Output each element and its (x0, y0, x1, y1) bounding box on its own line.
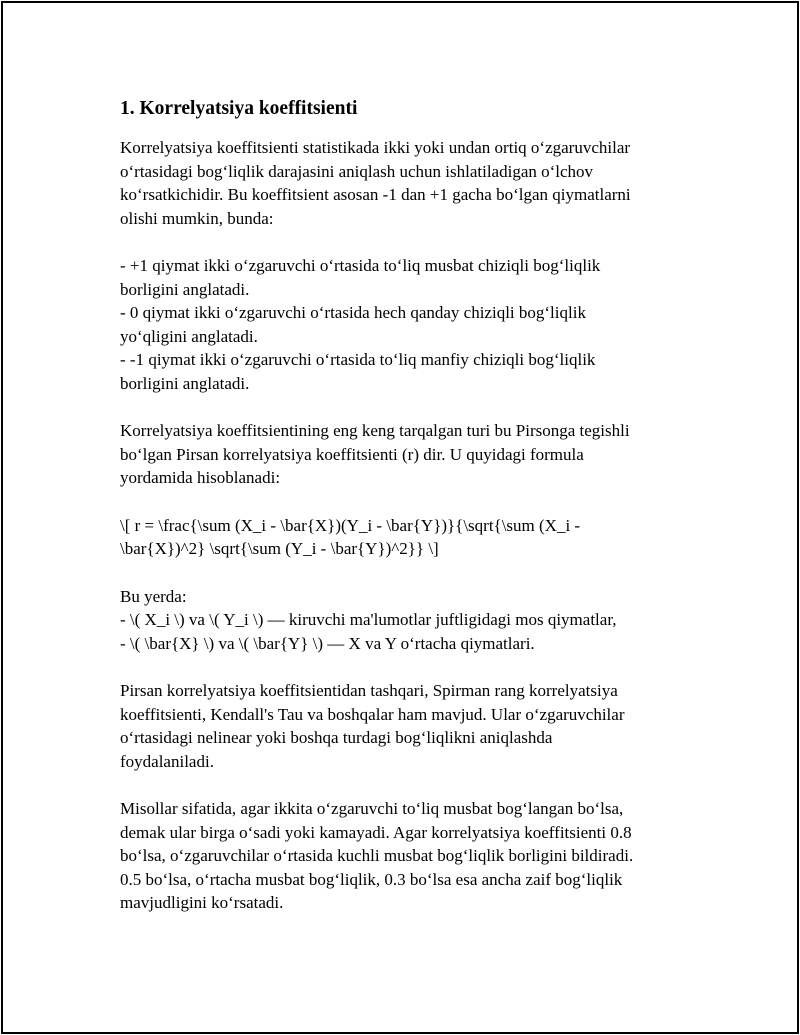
examples-paragraph (120, 797, 680, 915)
text-line: - \( X_i \) va \( Y_i \) — kiruvchi ma'lumotlar juftligidagi mos qiymatlar, (120, 610, 617, 629)
text-line: o‘rtasidagi bog‘liqlik darajasini aniqlash uchun ishlatiladigan o‘lchov (120, 161, 594, 181)
text-line: Pirsan korrelyatsiya koeffitsientidan tashqari, Spirman rang korrelyatsiya (120, 681, 618, 700)
text-line: yordamida hisoblanadi: (120, 468, 281, 487)
intro-paragraph (120, 136, 680, 230)
document-page (1, 1, 799, 1034)
text-line: - 0 qiymat ikki o‘zgaruvchi o‘rtasida hech qanday chiziqli bog‘liqlik (120, 303, 586, 322)
text-line: Misollar sifatida, agar ikkita o‘zgaruvchi to‘liq musbat bog‘langan bo‘lsa, (120, 799, 624, 818)
text-line: - -1 qiymat ikki o‘zgaruvchi o‘rtasida to‘liq manfiy chiziqli bog‘liqlik (120, 350, 596, 369)
text-line: bo‘lsa, o‘zgaruvchilar o‘rtasida kuchli musbat bog‘liqlik borligini bildiradi. (120, 846, 634, 865)
definitions-block (120, 585, 680, 656)
value-list (120, 254, 680, 395)
text-line: \[ r = \frac{\sum (X_i - \bar{X})(Y_i - \bar{Y})}{\sqrt{\sum (X_i - (120, 515, 581, 535)
document-content (120, 96, 680, 939)
text-line: - +1 qiymat ikki o‘zgaruvchi o‘rtasida to‘liq musbat chiziqli bog‘liqlik (120, 256, 601, 275)
text-line: \bar{X})^2} \sqrt{\sum (Y_i - \bar{Y})^2}} \] (120, 539, 439, 558)
text-line: borligini anglatadi. (120, 279, 250, 299)
text-line: borligini anglatadi. (120, 373, 250, 393)
text-line: bo‘lgan Pirsan korrelyatsiya koeffitsienti (r) dir. U quyidagi formula (120, 444, 584, 464)
text-line: - \( \bar{X} \) va \( \bar{Y} \) — X va Y o‘rtacha qiymatlari. (120, 633, 535, 653)
text-line: ko‘rsatkichidir. Bu koeffitsient asosan -1 dan +1 gacha bo‘lgan qiymatlarni (120, 185, 631, 204)
text-line: koeffitsienti, Kendall's Tau va boshqalar ham mavjud. Ular o‘zgaruvchilar (120, 704, 625, 724)
section-title: 1. Korrelyatsiya koeffitsienti (120, 98, 358, 119)
text-line: 0.5 bo‘lsa, o‘rtacha musbat bog‘liqlik, 0.3 bo‘lsa esa ancha zaif bog‘liqlik (120, 869, 623, 889)
text-line: foydalaniladi. (120, 751, 214, 771)
text-line: yo‘qligini anglatadi. (120, 326, 258, 346)
text-line: olishi mumkin, bunda: (120, 208, 274, 228)
text-line: Bu yerda: (120, 586, 187, 606)
text-line: demak ular birga o‘sadi yoki kamayadi. Agar korrelyatsiya koeffitsienti 0.8 (120, 822, 632, 842)
text-line: o‘rtasidagi nelinear yoki boshqa turdagi bog‘liqlikni aniqlashda (120, 728, 553, 747)
other-methods-paragraph (120, 679, 680, 773)
formula-block (120, 514, 680, 561)
text-line: mavjudligini ko‘rsatadi. (120, 893, 284, 912)
text-line: Korrelyatsiya koeffitsienti statistikada ikki yoki undan ortiq o‘zgaruvchilar (120, 138, 631, 157)
text-line: Korrelyatsiya koeffitsientining eng keng tarqalgan turi bu Pirsonga tegishli (120, 421, 630, 440)
document-body (120, 136, 680, 915)
pearson-paragraph (120, 419, 680, 490)
